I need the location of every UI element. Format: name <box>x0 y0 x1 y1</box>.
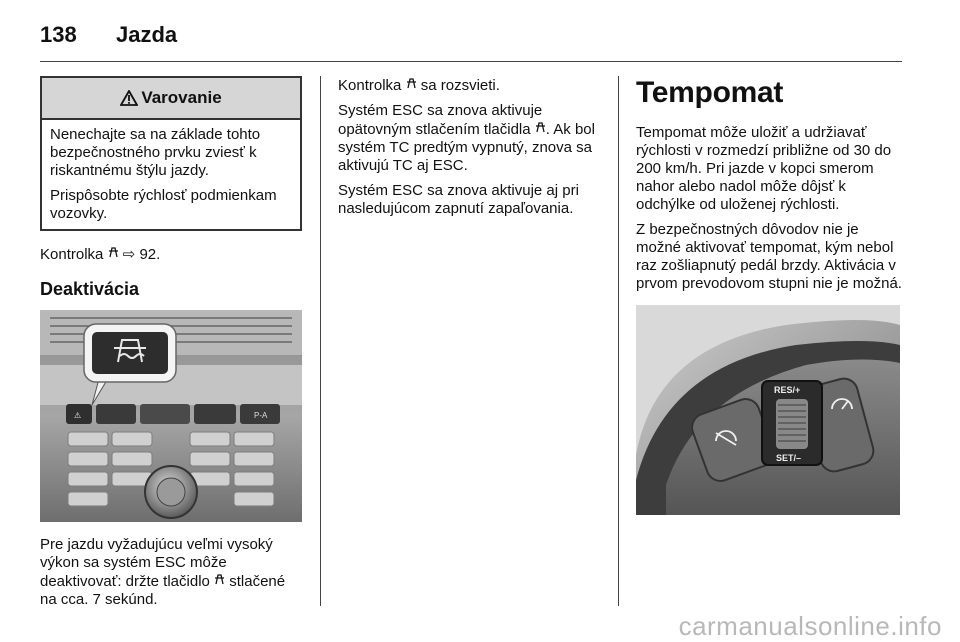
column-3 <box>636 76 902 515</box>
reactivation-text-a: Systém ESC sa znova aktivuje opätovným stlačením tlačidla <box>338 102 543 138</box>
warning-title: Varovanie <box>141 88 222 107</box>
indicator-ref-prefix: Kontrolka <box>40 246 104 263</box>
esc-off-icon <box>108 245 119 263</box>
column-divider-2 <box>618 76 619 606</box>
warning-body <box>42 120 300 229</box>
reactivation-text <box>338 102 600 175</box>
set-button-label: SET/– <box>776 453 802 463</box>
warning-header <box>42 78 300 120</box>
cruise-paragraph: Z bezpečnostných dôvodov nie je možné aktivovať tempomat, kým nebol raz zošliapnutý pedál brzdy. Aktivácia v prvom prevodovom stupni nie je možná. <box>636 221 902 292</box>
reactivation-text-b: . Ak bol systém TC predtým vypnutý, znova sa aktivujú TC aj ESC. <box>338 121 595 174</box>
section-heading-deactivation: Deaktivácia <box>40 279 140 299</box>
cruise-paragraph: Tempomat môže uložiť a udržiavať rýchlosti v rozmedzí približne od 30 do 200 km/h. Pri jazde v kopci smerom nahor alebo nadol môže dôjsť k odchýlke od uloženej rýchlosti. <box>636 124 892 213</box>
warning-triangle-icon <box>120 90 138 106</box>
esc-button-photo <box>40 310 302 522</box>
esc-off-icon <box>406 76 417 94</box>
res-button-label: RES/+ <box>774 385 801 395</box>
section-heading-cruise-control: Tempomat <box>636 76 784 109</box>
watermark: carmanualsonline.info <box>678 611 942 641</box>
chapter-title: Jazda <box>116 22 178 47</box>
warning-paragraph: Prispôsobte rýchlosť podmienkam vozovky. <box>50 187 277 222</box>
page-ref-arrow-icon: ⇨ <box>122 246 136 263</box>
instruction-text-a: Pre jazdu vyžadujúcu veľmi vysoký výkon sa systém ESC môže deaktivovať: držte tlačidlo <box>40 536 273 590</box>
esc-off-icon <box>214 572 225 590</box>
indicator-text-b: sa rozsvieti. <box>420 77 500 94</box>
esc-off-icon <box>535 120 546 138</box>
header-rule <box>40 61 902 62</box>
deactivation-instruction <box>40 536 302 609</box>
indicator-text-a: Kontrolka <box>338 77 402 94</box>
ignition-reactivation-text: Systém ESC sa znova aktivuje aj pri nasledujúcom zapnutí zapaľovania. <box>338 182 579 217</box>
steering-wheel-controls-photo <box>636 305 900 515</box>
instruction-text-b: stlačené na cca. 7 sekúnd. <box>40 573 286 608</box>
page-number: 138 <box>40 22 77 47</box>
page-reference[interactable]: 92. <box>139 246 161 263</box>
warning-paragraph: Nenechajte sa na základe tohto bezpečnostného prvku zviesť k riskantnému štýlu jazdy. <box>50 126 261 179</box>
column-2 <box>338 76 600 225</box>
indicator-reference <box>40 245 302 264</box>
column-divider-1 <box>320 76 321 606</box>
svg-text:P-A: P-A <box>254 411 268 420</box>
warning-box <box>40 76 302 231</box>
indicator-on-text <box>338 76 600 95</box>
svg-text:⚠: ⚠ <box>74 411 82 420</box>
column-1 <box>40 76 302 616</box>
